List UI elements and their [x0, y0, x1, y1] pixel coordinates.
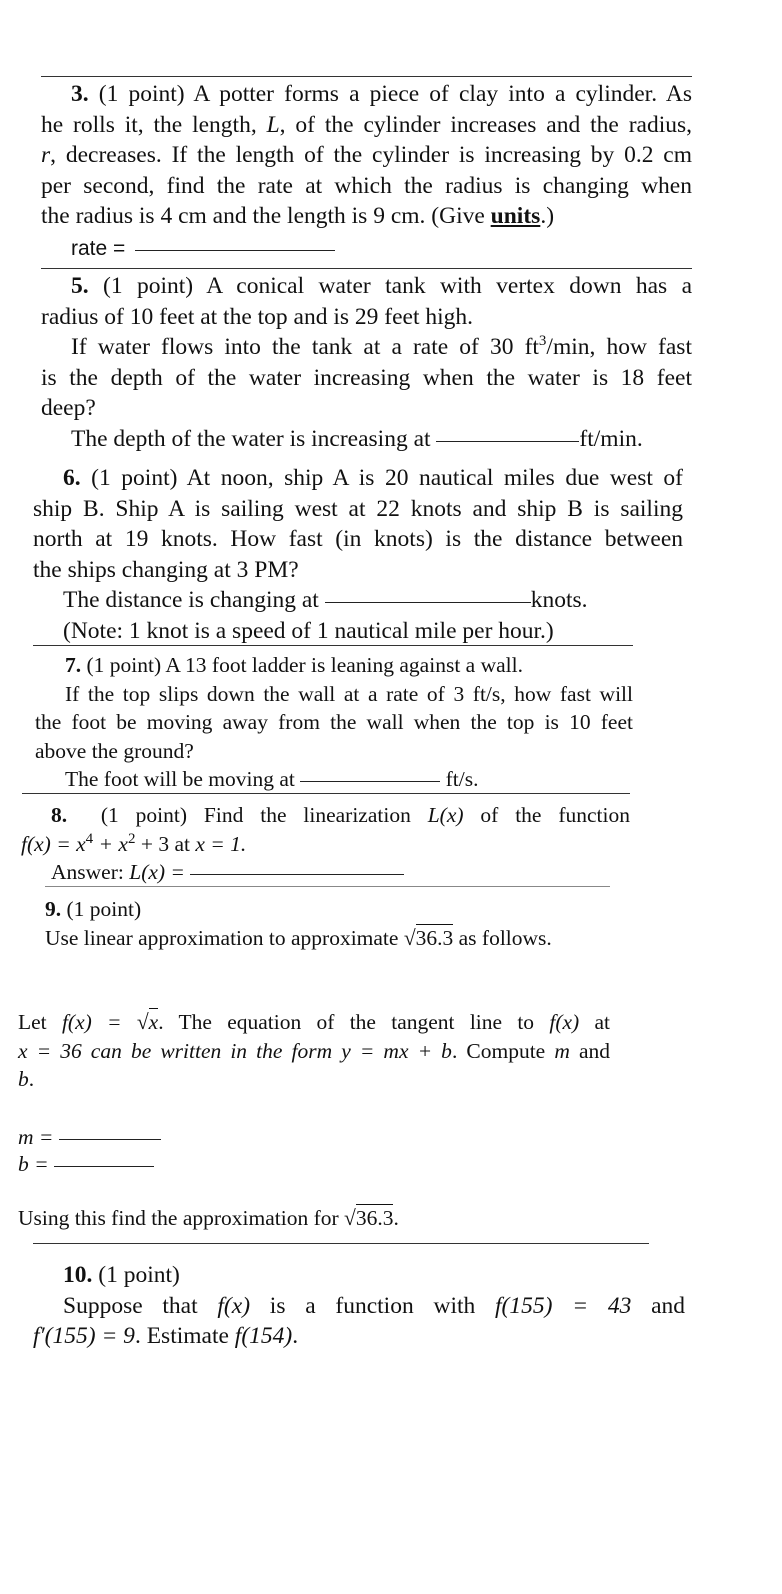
q10-number: 10.	[63, 1262, 93, 1288]
question-5: 5. (1 point) A conical water tank with vertex down has a radius of 10 feet at the top and is 29 feet high. If water flows into the tank at a rate of 30 $ft^3/\min$, how fast is the depth of the water increasing when the water is 18 feet deep? The depth of the water is increasing at ft/min.	[41, 271, 692, 455]
q5-answer-row: The depth of the water is increasing at ft/min.	[71, 425, 643, 452]
q3-answer-row	[71, 234, 335, 265]
q6-number: 6.	[63, 465, 81, 491]
q9-m-row	[18, 1123, 161, 1152]
q9-let-paragraph: Let f(x) = √x. The equation of the tangent line to f(x) at x = 36 can be written in the form y = mx + b. Compute m and b.	[18, 1010, 611, 1091]
q6-answer-input[interactable]	[325, 601, 531, 603]
q9-b-row	[18, 1150, 154, 1179]
q9-m-input[interactable]	[59, 1138, 161, 1140]
divider-q7	[22, 793, 630, 794]
divider-q9	[33, 1243, 649, 1244]
q8-answer-input[interactable]	[190, 873, 404, 875]
q9-b-label: b =	[18, 1152, 49, 1176]
q9-b-input[interactable]	[54, 1165, 154, 1167]
q7-answer-input[interactable]	[300, 780, 440, 782]
question-8: 8. (1 point) Find the linearization L(x) of the function $f(x) = x^4 + x^2 + 3$ at x = 1. Answer: L(x) =	[21, 801, 630, 887]
q9-final-line: Using this find the approximation for √36.3.	[18, 1206, 399, 1230]
q9-m-label: m =	[18, 1125, 54, 1149]
divider-q5	[41, 268, 692, 269]
q3-answer-input[interactable]	[135, 249, 335, 251]
question-3: 3. (1 point) A potter forms a piece of clay into a cylinder. As he rolls it, the length, L, of the cylinder increases and the radius, r, decreases. If the length of the cylinder is increasing by 0.2 cm per second, find the rate at which the radius is changing when the radius is 4 cm and the length is 9 cm. (Give units.)	[41, 81, 693, 230]
q7-answer-row: The foot will be moving at ft/s.	[65, 767, 479, 791]
divider-q6	[33, 645, 633, 646]
question-10: 10. (1 point) Suppose that f(x) is a function with f(155) = 43 and f′(155) = 9. Estimate f(154).	[33, 1262, 686, 1350]
question-6: 6. (1 point) At noon, ship A is 20 nautical miles due west of ship B. Ship A is sailing west at 22 knots and ship B is sailing north at 19 knots. How fast (in knots) is the distance between the ships changing at 3 PM? The distance is changing at knots. (Note: 1 knot is a speed of 1 nautical mile per hour.)	[33, 463, 683, 647]
q9-number: 9.	[45, 897, 62, 921]
q6-note: (Note: 1 knot is a speed of 1 nautical mile per hour.)	[63, 617, 554, 644]
q5-number: 5.	[71, 273, 89, 299]
question-7: 7. (1 point) A 13 foot ladder is leaning against a wall. If the top slips down the wall at a rate of 3 ft/s, how fast will the foot be moving away from the wall when the top is 10 feet above the ground? The foot will be moving at ft/s.	[35, 651, 633, 794]
q3-answer-label: rate =	[71, 237, 126, 260]
q6-answer-row: The distance is changing at knots.	[63, 587, 588, 614]
q8-number: 8.	[51, 803, 68, 827]
divider-top	[41, 76, 692, 77]
q7-number: 7.	[65, 653, 82, 677]
q8-answer-row: Answer: L(x) =	[21, 858, 630, 887]
question-9: 9. (1 point) Use linear approximation to approximate √36.3 as follows.	[45, 897, 552, 950]
q5-answer-input[interactable]	[436, 440, 579, 442]
q3-number: 3.	[71, 81, 89, 107]
divider-q8	[45, 886, 610, 887]
